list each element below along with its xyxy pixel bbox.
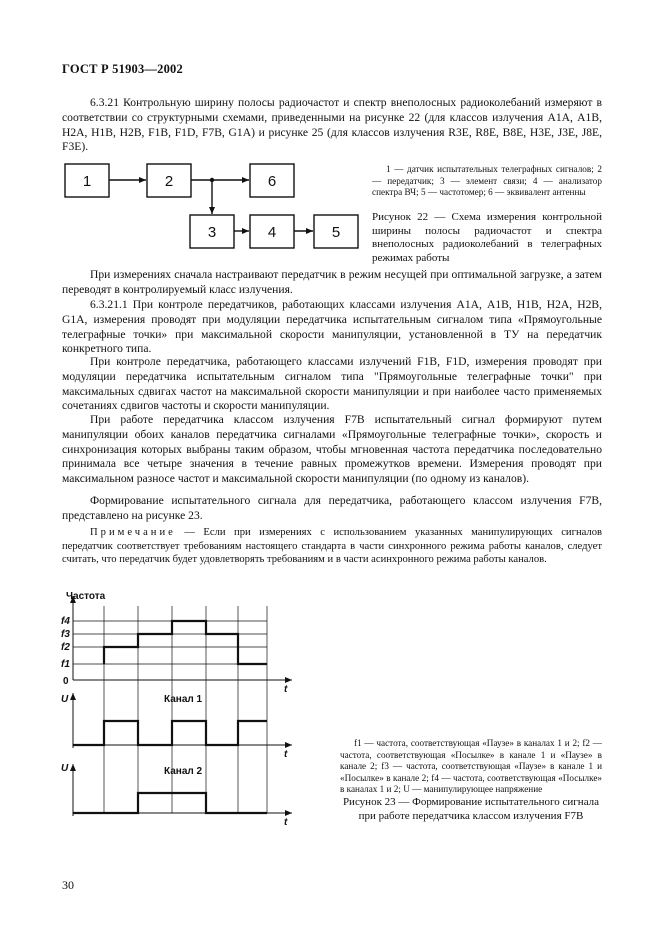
page-number: 30 bbox=[62, 878, 74, 892]
figure-23-legend: f1 — частота, соответствующая «Паузе» в каналах 1 и 2; f2 — частота, соответствующая «Посылке» в канале 1 и «Паузе» в канале 2; f3 — частота, соответствующая «Паузе» в канале 1 и «Посылке» в канале 2; f4 — частота, соответствующая «Посылке» в каналах 1 и 2; U — манипулирующее напряжение bbox=[340, 738, 602, 795]
paragraph-6-3-21-1: 6.3.21.1 При контроле передатчиков, работающих классами излучения А1А, А1В, Н1В, Н2А, Н2В, G1A, измерения проводят при модуляции передатчика испытательным сигналом типа «Прямоугольные телеграфные точки» при максимальной скорости манипуляции, установленной в ТУ на передатчик конкретного типа. bbox=[62, 298, 602, 356]
figure-22-diagram bbox=[62, 160, 362, 254]
document-header: ГОСТ Р 51903—2002 bbox=[62, 62, 183, 76]
block-6-label: 6 bbox=[267, 173, 277, 190]
block-3-label: 3 bbox=[207, 224, 217, 241]
channel-1-label: Канал 1 bbox=[164, 694, 203, 705]
frequency-waveform bbox=[104, 621, 267, 664]
freq-axis-label: Частота bbox=[66, 591, 106, 602]
vertical-gridlines bbox=[104, 606, 267, 813]
t-label-1: t bbox=[284, 684, 288, 695]
note-text: — Если при измерениях с использованием указанных манипулирующих сигналов передатчик соответствует требованиям настоящего стандарта в части синхронного режима работы каналов, следует считать, что передатчик будет удовлетворять требованиям и в части асинхронного режима работы каналов. bbox=[62, 527, 602, 566]
channel-2-label: Канал 2 bbox=[164, 766, 203, 777]
figure-23-caption: Рисунок 23 — Формирование испытательного сигнала при работе передатчика классом излучения F7B bbox=[342, 796, 600, 822]
block-2-label: 2 bbox=[164, 173, 174, 190]
note bbox=[62, 526, 602, 567]
u-label-1: U bbox=[61, 694, 69, 705]
junction-dot bbox=[210, 178, 214, 182]
block-4-label: 4 bbox=[267, 224, 277, 241]
u-label-2: U bbox=[61, 763, 69, 774]
paragraph-f1b-f1d: При контроле передатчика, работающего классами излучений F1B, F1D, измерения проводят при модуляции передатчика испытательным сигналом типа "Прямоугольные телеграфные точки" при максимальных сдвигах частот на максимальной скорости манипуляции и при наиболее часто применяемых сочетаниях сдвигов частоты и скорости манипуляции. bbox=[62, 355, 602, 413]
f2-label: f2 bbox=[61, 642, 70, 653]
paragraph-f7b: При работе передатчика классом излучения F7B испытательный сигнал формируют путем манипуляции обоих каналов передатчика сигналами «Прямоугольные телеграфные точки», скорость и синхронизация которых выбраны таким образом, чтобы мгновенная частота передатчика последовательно принимала все четыре значения в течение равных промежутков времени. Измерения проводят при максимальном разносе частот и максимальной скорости манипуляции (по одному из каналов). bbox=[62, 413, 602, 486]
figure-22-legend: 1 — датчик испытательных телеграфных сигналов; 2 — передатчик; 3 — элемент связи; 4 — анализатор спектра ВЧ; 5 — частотомер; 6 — эквивалент антенны bbox=[372, 164, 602, 198]
figure-22-caption: Рисунок 22 — Схема измерения контрольной ширины полосы радиочастот и спектра внеполосных радиоколебаний в телеграфных режимах работы bbox=[372, 211, 602, 264]
block-5-label: 5 bbox=[331, 224, 341, 241]
t-label-2: t bbox=[284, 749, 288, 760]
zero-label: 0 bbox=[63, 676, 69, 687]
block-1-label: 1 bbox=[82, 173, 92, 190]
t-label-3: t bbox=[284, 817, 288, 828]
paragraph-signal-forming: Формирование испытательного сигнала для передатчика, работающего классом излучения F7B, представлено на рисунке 23. bbox=[62, 494, 602, 522]
paragraph-measurements: При измерениях сначала настраивают передатчик в режим несущей при оптимальной загрузке, а затем переводят в контролируемый класс излучения. bbox=[62, 268, 602, 296]
channel-1-waveform bbox=[73, 721, 267, 745]
f3-label: f3 bbox=[61, 629, 70, 640]
figure-23-diagram bbox=[60, 588, 300, 836]
note-label: Примечание bbox=[90, 527, 176, 538]
paragraph-6-3-21: 6.3.21 Контрольную ширину полосы радиочастот и спектр внеполосных радиоколебаний измеряют в соответствии со структурными схемами, приведенными на рисунке 22 (для классов излучения А1А, А1В, Н2А, Н1В, Н2В, F1B, F1D, F7B, G1A) и рисунке 25 (для классов излучения R3E, R8E, B8E, H3E, J3E, J8E, F3E). bbox=[62, 96, 602, 154]
f1-label: f1 bbox=[61, 659, 70, 670]
f4-label: f4 bbox=[61, 616, 70, 627]
